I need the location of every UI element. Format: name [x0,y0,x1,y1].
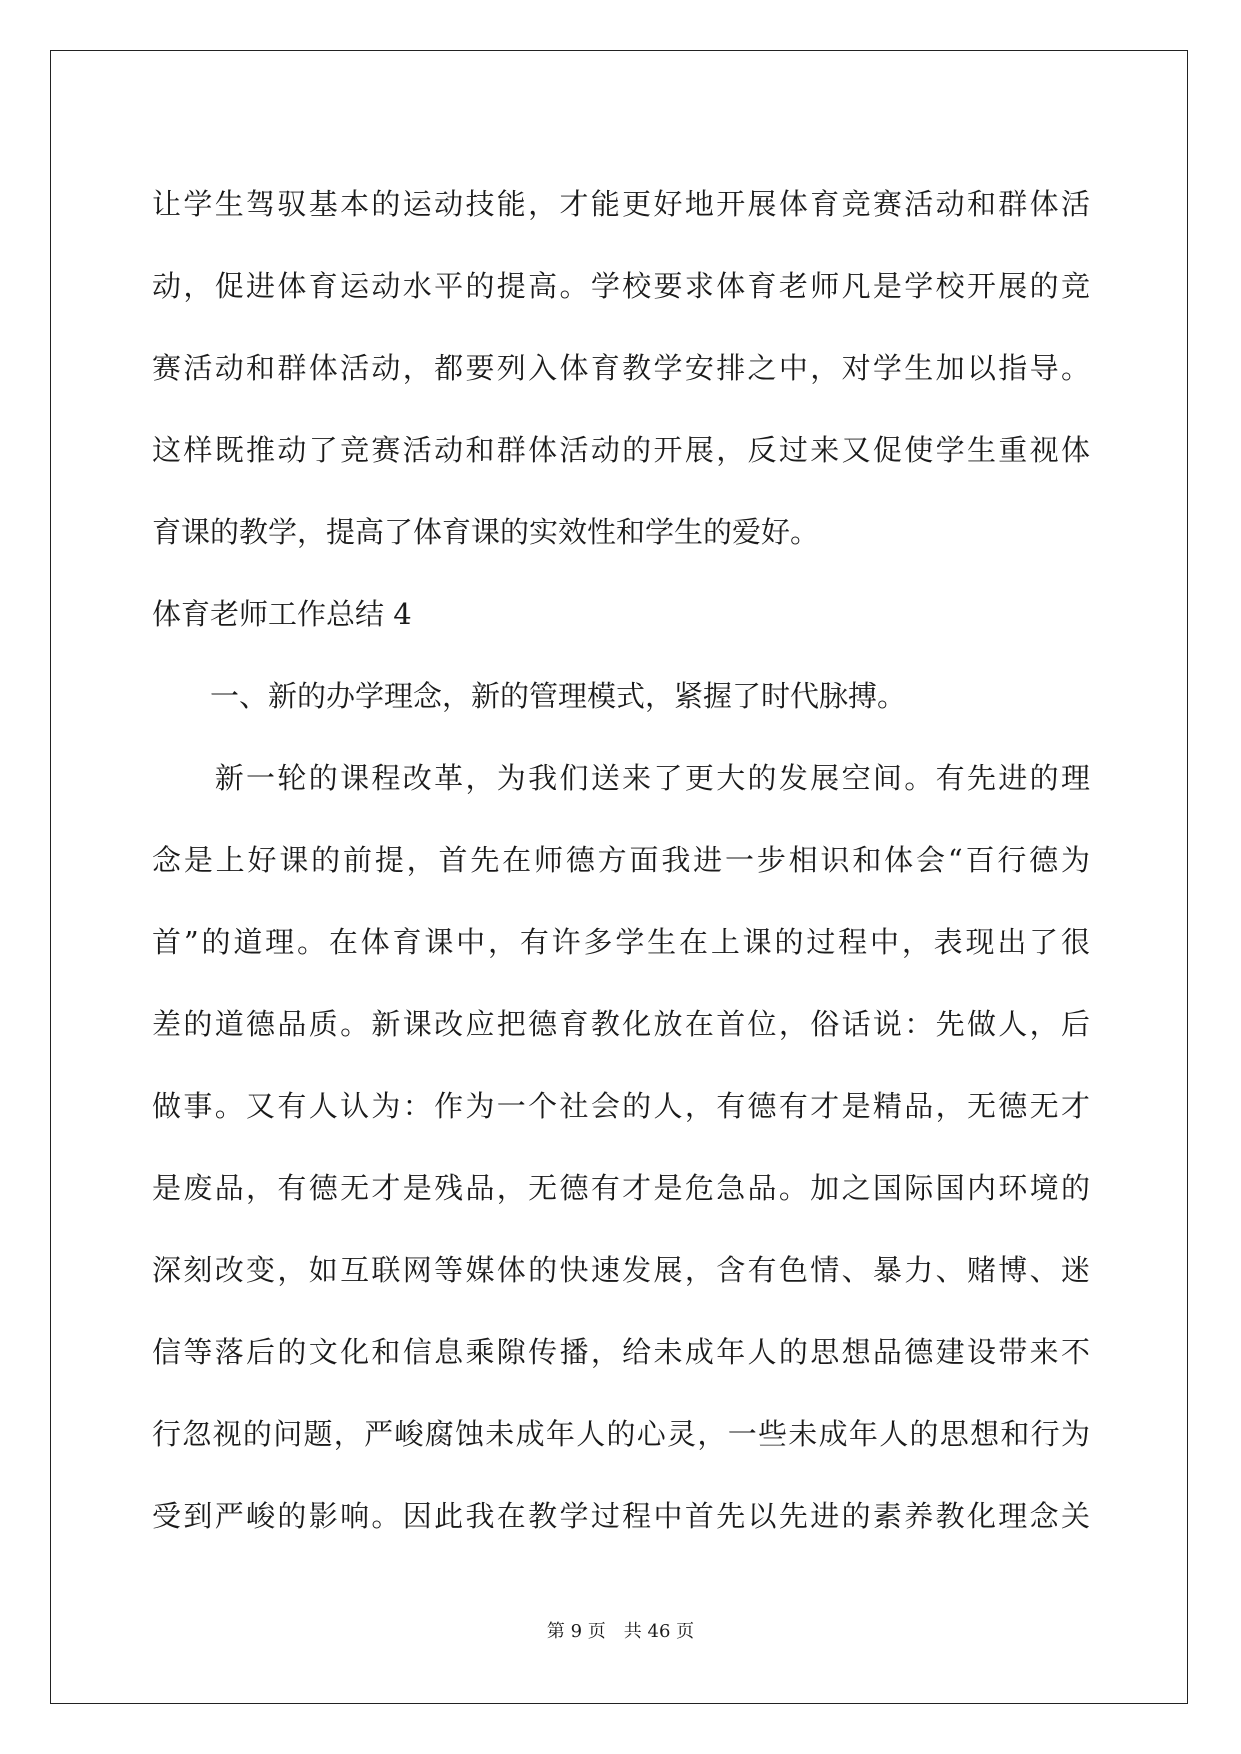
body-line: 行忽视的问题，严峻腐蚀未成年人的心灵，一些未成年人的思想和行为 [152,1417,1090,1451]
page-total: 共 46 页 [623,1621,695,1642]
body-line: 做事。又有人认为：作为一个社会的人，有德有才是精品，无德无才 [152,1089,1090,1123]
body-line: 新一轮的课程改革，为我们送来了更大的发展空间。有先进的理 [152,761,1090,795]
body-line: 首”的道理。在体育课中，有许多学生在上课的过程中，表现出了很 [152,925,1090,959]
body-line: 受到严峻的影响。因此我在教学过程中首先以先进的素养教化理念关 [152,1499,1090,1533]
document-body [152,163,1090,1557]
body-line: 念是上好课的前提，首先在师德方面我进一步相识和体会“百行德为 [152,843,1090,877]
page-number: 第 9 页 [546,1621,606,1642]
body-line: 赛活动和群体活动，都要列入体育教学安排之中，对学生加以指导。 [152,351,1090,385]
page-footer [0,1620,1241,1644]
body-line: 差的道德品质。新课改应把德育教化放在首位，俗话说：先做人，后 [152,1007,1090,1041]
section-heading: 体育老师工作总结 4 [152,597,412,631]
body-line: 动，促进体育运动水平的提高。学校要求体育老师凡是学校开展的竞 [152,269,1090,303]
body-line: 育课的教学，提高了体育课的实效性和学生的爱好。 [152,515,820,549]
body-line: 这样既推动了竞赛活动和群体活动的开展，反过来又促使学生重视体 [152,433,1090,467]
body-line: 信等落后的文化和信息乘隙传播，给未成年人的思想品德建设带来不 [152,1335,1090,1369]
body-line: 是废品，有德无才是残品，无德有才是危急品。加之国际国内环境的 [152,1171,1090,1205]
subsection-heading: 一、新的办学理念，新的管理模式，紧握了时代脉搏。 [152,679,907,713]
body-line: 让学生驾驭基本的运动技能，才能更好地开展体育竞赛活动和群体活 [152,187,1090,221]
body-line: 深刻改变，如互联网等媒体的快速发展，含有色情、暴力、赌博、迷 [152,1253,1090,1287]
